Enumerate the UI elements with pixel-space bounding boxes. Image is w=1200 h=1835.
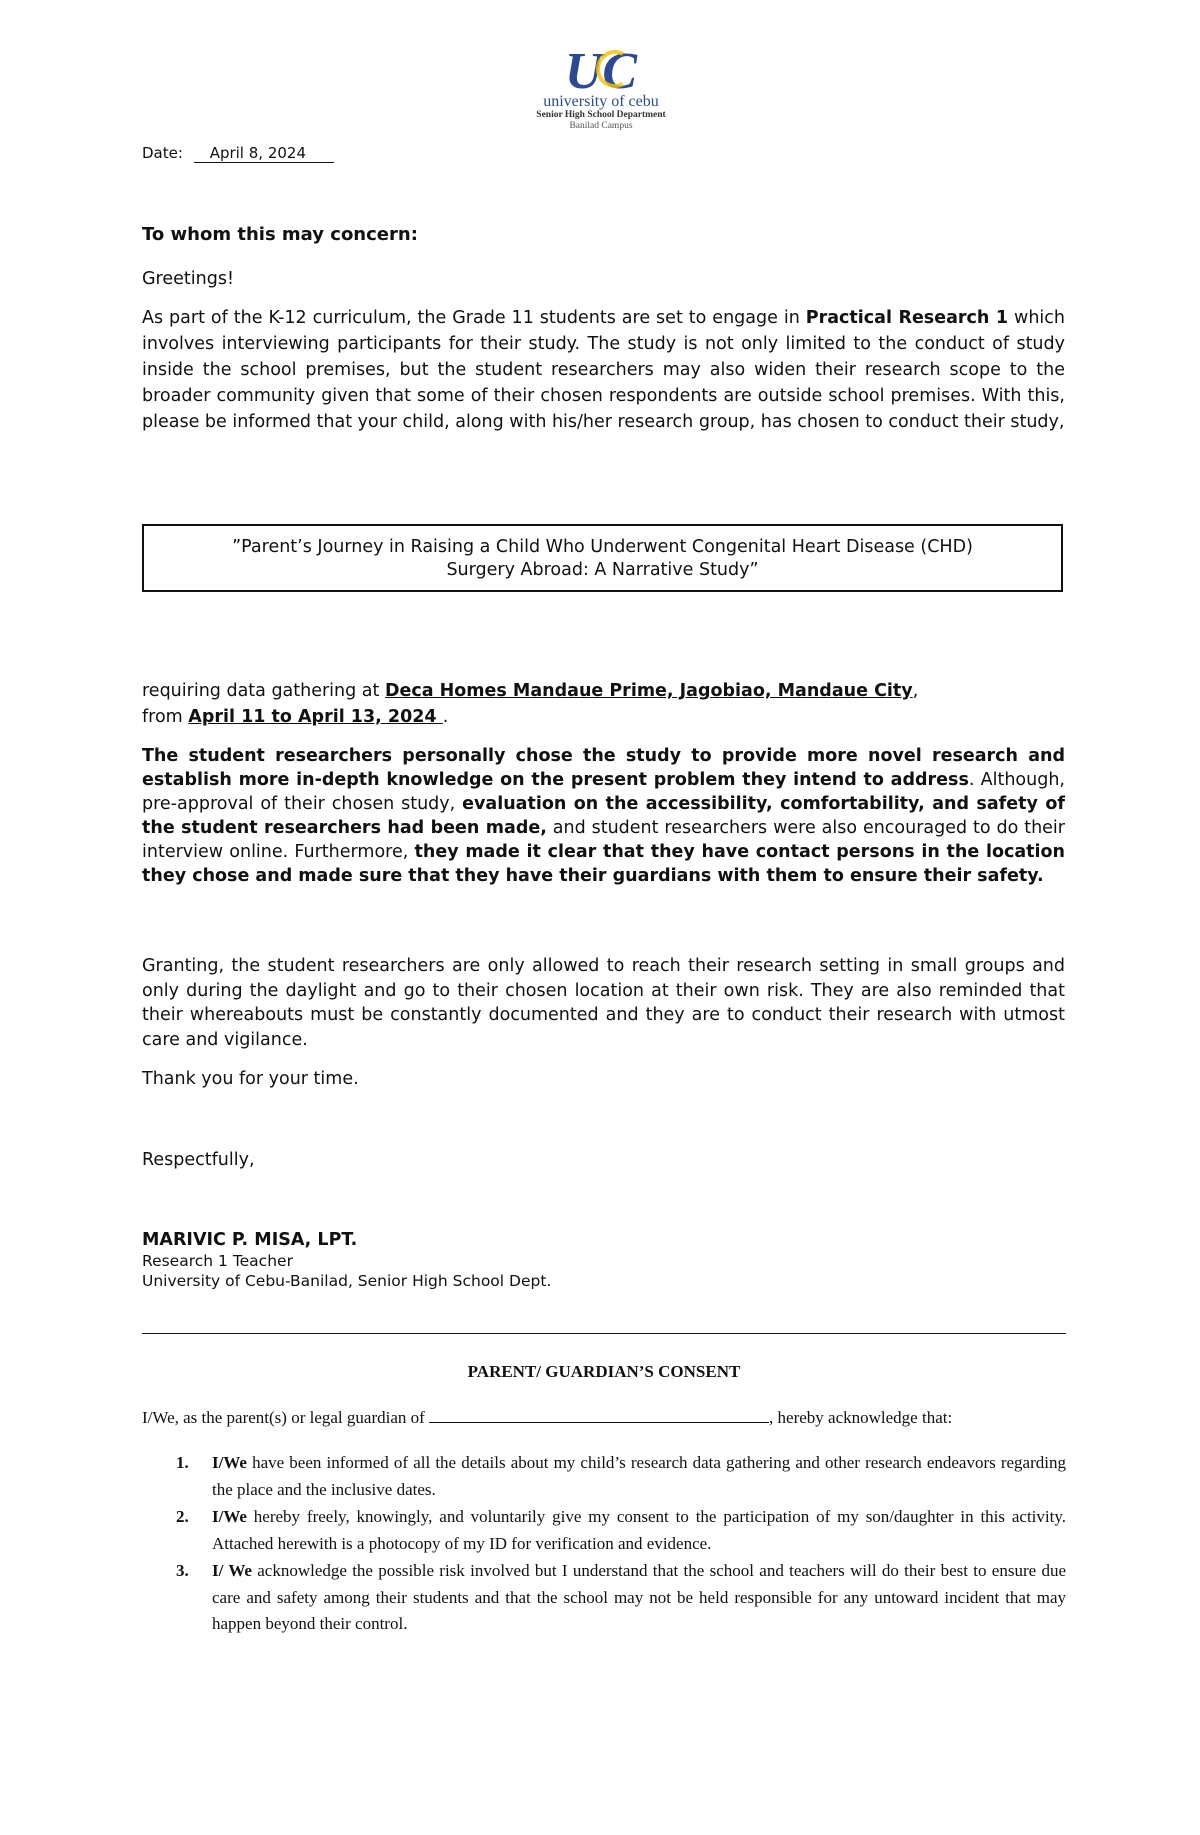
consent-item-lead: I/ We [212,1561,252,1580]
study-title-box [142,524,1063,592]
para3-bold-a: The student researchers personally chose the study to provide more novel research and establish more in-depth knowledge on the present problem they intend to address [142,746,1065,790]
consent-title: PARENT/ GUARDIAN’S CONSENT [467,1362,741,1381]
consent-item-lead: I/We [212,1453,247,1472]
consent-item-text: hereby freely, knowingly, and voluntarily give my consent to the participation of my son/daughter in this activity. Attached herewith is a photocopy of my ID for verification and evidence. [212,1507,1066,1553]
para1-text-b: which involves interviewing participants for their study. The study is not only limited to the conduct of study inside the school premises, but the student researchers may also widen their research scope to the broader community given that some of their chosen respondents are outside school premises. With this, please be informed that your child, along with his/her research group, has chosen to conduct their study, [142,308,1065,432]
logo-campus: Banilad Campus [569,121,633,131]
consent-item-lead: I/We [212,1507,247,1526]
paragraph-justification [142,744,1065,888]
study-title-line-2: Surgery Abroad: A Narrative Study” [446,560,759,580]
para2-text-from: from [142,707,189,727]
signatory-name: MARIVIC P. MISA, LPT. [142,1230,358,1250]
para3-bold-b: evaluation on the accessibility, comfortability, and safety of the student researchers had been made, [142,794,1065,838]
consent-intro-text-a: I/We, as the parent(s) or legal guardian of [142,1408,430,1427]
greeting: Greetings! [142,269,234,289]
consent-item [142,1504,1066,1557]
para2-comma: , [912,681,919,701]
university-logo [520,44,682,136]
consent-intro [142,1408,1066,1428]
uc-monogram-icon [551,44,651,96]
para3-text-b: and student researchers were also encouraged to do their interview online. Furthermore, [142,818,1065,862]
data-gathering-location: Deca Homes Mandaue Prime, Jagobiao, Mandaue City [384,681,913,701]
para3-text-a: . Although, pre-approval of their chosen study, [142,770,1065,814]
study-title-line-1: ”Parent’s Journey in Raising a Child Who Underwent Congenital Heart Disease (CHD) [232,537,973,557]
consent-item [142,1450,1066,1503]
paragraph-conditions: Granting, the student researchers are only allowed to reach their research setting in small groups and only during the daylight and go to their chosen location at their own risk. They are also reminded that their whereabouts must be constantly documented and they are to conduct their research with utmost care and vigilance. [142,956,1065,1050]
consent-item-number: 2. [176,1507,189,1526]
paragraph-location [142,678,1065,730]
para1-course-name: Practical Research 1 [805,308,1009,328]
child-name-blank[interactable] [429,1408,769,1423]
uc-monogram-text: UC [564,44,638,96]
consent-item-text: have been informed of all the details about my child’s research data gathering and other research endeavors regarding the place and the inclusive dates. [212,1453,1066,1499]
logo-department: Senior High School Department [536,110,666,120]
date-line [142,144,334,163]
para3-bold-c: they made it clear that they have contact persons in the location they chose and made sure that they have their guardians with them to ensure their safety. [142,842,1065,886]
consent-intro-text-b: , hereby acknowledge that: [769,1408,953,1427]
consent-item [142,1558,1066,1638]
consent-item-number: 1. [176,1453,189,1472]
consent-item-text: acknowledge the possible risk involved but I understand that the school and teachers will do their best to ensure due care and safety among their students and that the school may not be held responsible for any untoward incident that may happen beyond their control. [212,1561,1066,1633]
signature-block [142,1229,551,1291]
section-divider [142,1333,1066,1334]
data-gathering-dates: April 11 to April 13, 2024 [188,707,443,727]
paragraph-intro [142,305,1065,435]
para2-text-a: requiring data gathering at [142,681,385,701]
signatory-role: Research 1 Teacher [142,1252,293,1270]
consent-list [142,1450,1066,1639]
consent-item-number: 3. [176,1561,189,1580]
salutation: To whom this may concern: [142,224,418,245]
thanks-line: Thank you for your time. [142,1069,359,1089]
para2-period: . [442,707,449,727]
para1-text-a: As part of the K-12 curriculum, the Grade 11 students are set to engage in [142,308,806,328]
logo-university-name: university of cebu [543,93,659,110]
date-value: April 8, 2024 [194,145,334,163]
closing-line: Respectfully, [142,1150,255,1170]
signatory-office: University of Cebu-Banilad, Senior High School Dept. [142,1272,552,1290]
date-label: Date: [142,144,183,162]
